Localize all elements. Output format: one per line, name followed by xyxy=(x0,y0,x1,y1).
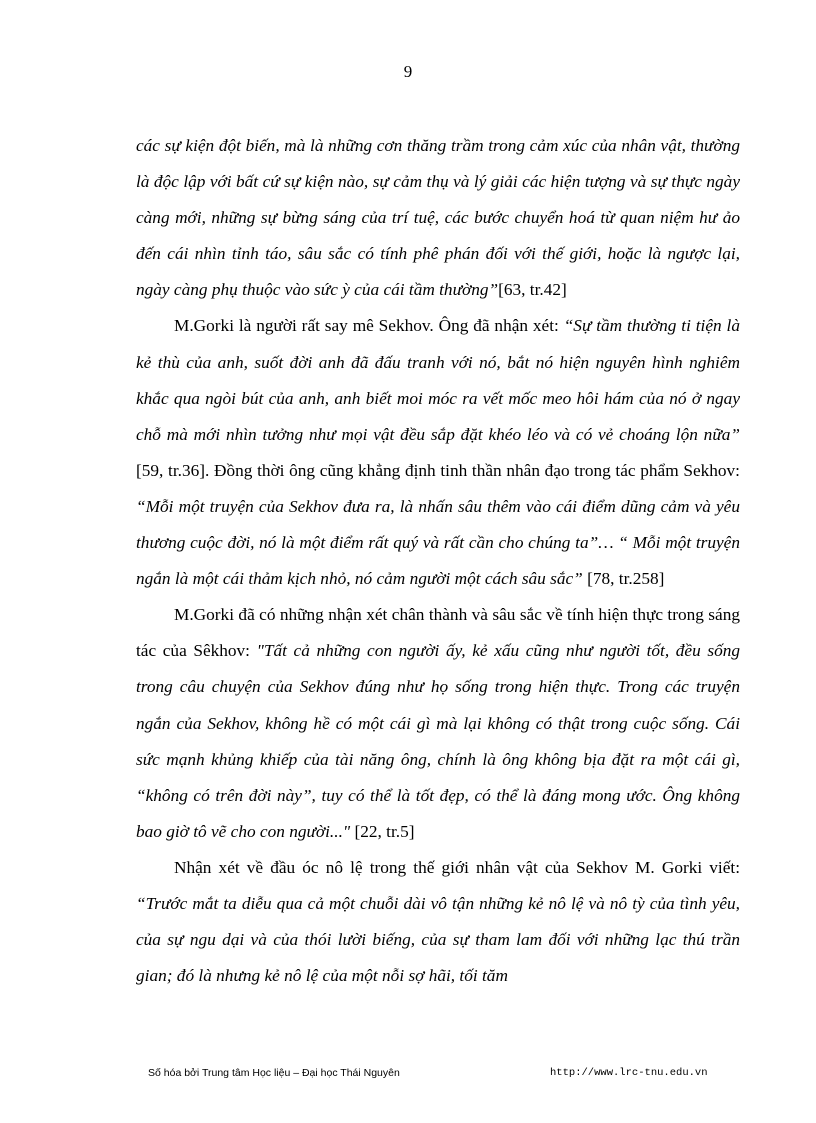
quote-text: “Mỗi một truyện của Sekhov đưa ra, là nhấn sâu thêm vào cái điểm dũng cảm và yêu thương cuộc đời, nó là một điểm rất quý và rất cần cho chúng ta”… “ Mỗi một truyện ngắn là một cái thảm kịch nhỏ, nó cảm người một cách sâu sắc” xyxy=(136,496,740,589)
citation: [78, tr.258] xyxy=(582,569,665,589)
quote-text: "Tất cả những con người ấy, kẻ xấu cũng như người tốt, đều sống trong câu chuyện của Sekhov đúng như họ sống trong hiện thực. Trong các truyện ngắn của Sekhov, không hề có một cái gì mà lại không có thật trong cuộc sống. Cái sức mạnh khủng khiếp của tài năng ông, chính là ông không bịa đặt ra một cái gì, “không có trên đời này”, tuy có thể là tốt đẹp, có thể là đáng mong ước. Ông không bao giờ tô vẽ cho con người..." xyxy=(136,641,740,841)
body-run: M.Gorki là người rất say mê Sekhov. Ông đã nhận xét: xyxy=(174,316,564,336)
body-run: M.Gorki đã có những nhận xét chân thành và sâu sắc về tính hiện thực trong sáng tác của Sêkhov: xyxy=(136,605,740,661)
paragraph-3 xyxy=(136,597,740,850)
quote-text: “Trước mắt ta diễu qua cả một chuỗi dài vô tận những kẻ nô lệ và nô tỳ của tình yêu, của sự ngu dại và của thói lười biếng, của sự tham lam đối với những lạc thú trần gian; đó là nhưng kẻ nô lệ của một nỗi sợ hãi, tối tăm xyxy=(136,893,740,986)
footer-url[interactable]: http://www.lrc-tnu.edu.vn xyxy=(550,1067,708,1079)
footer-source: Số hóa bởi Trung tâm Học liệu – Đại học Thái Nguyên xyxy=(148,1067,400,1079)
paragraph-1 xyxy=(136,128,740,308)
body-run: [59, tr.36]. Đồng thời ông cũng khẳng định tinh thần nhân đạo trong tác phẩm Sekhov: xyxy=(136,460,740,480)
citation: [22, tr.5] xyxy=(350,821,415,841)
body-run: Nhận xét về đầu óc nô lệ trong thế giới nhân vật của Sekhov M. Gorki viết: xyxy=(174,857,740,877)
page-number: 9 xyxy=(403,62,413,81)
quote-text: các sự kiện đột biến, mà là những cơn thăng trầm trong cảm xúc của nhân vật, thường là độc lập với bất cứ sự kiện nào, sự cảm thụ và lý giải các hiện tượng và sự thực ngày càng mới, những sự bừng sáng của trí tuệ, các bước chuyển hoá từ quan niệm hư ảo đến cái nhìn tỉnh táo, sâu sắc có tính phê phán đối với thế giới, hoặc là ngược lại, ngày càng phụ thuộc vào sức ỳ của cái tầm thường” xyxy=(136,136,740,300)
quote-text: “Sự tầm thường ti tiện là kẻ thù của anh, suốt đời anh đã đấu tranh với nó, bắt nó hiện nguyên hình nghiêm khắc qua ngòi bút của anh, anh biết moi móc ra vết mốc meo hôi hám của nó ở ngay chỗ mà mới nhìn tưởng như mọi vật đều sắp đặt khéo léo và có vẻ choáng lộn nữa” xyxy=(136,316,740,444)
body-text xyxy=(136,128,740,994)
paragraph-2 xyxy=(136,308,740,597)
citation: [63, tr.42] xyxy=(498,280,567,300)
paragraph-4 xyxy=(136,850,740,994)
